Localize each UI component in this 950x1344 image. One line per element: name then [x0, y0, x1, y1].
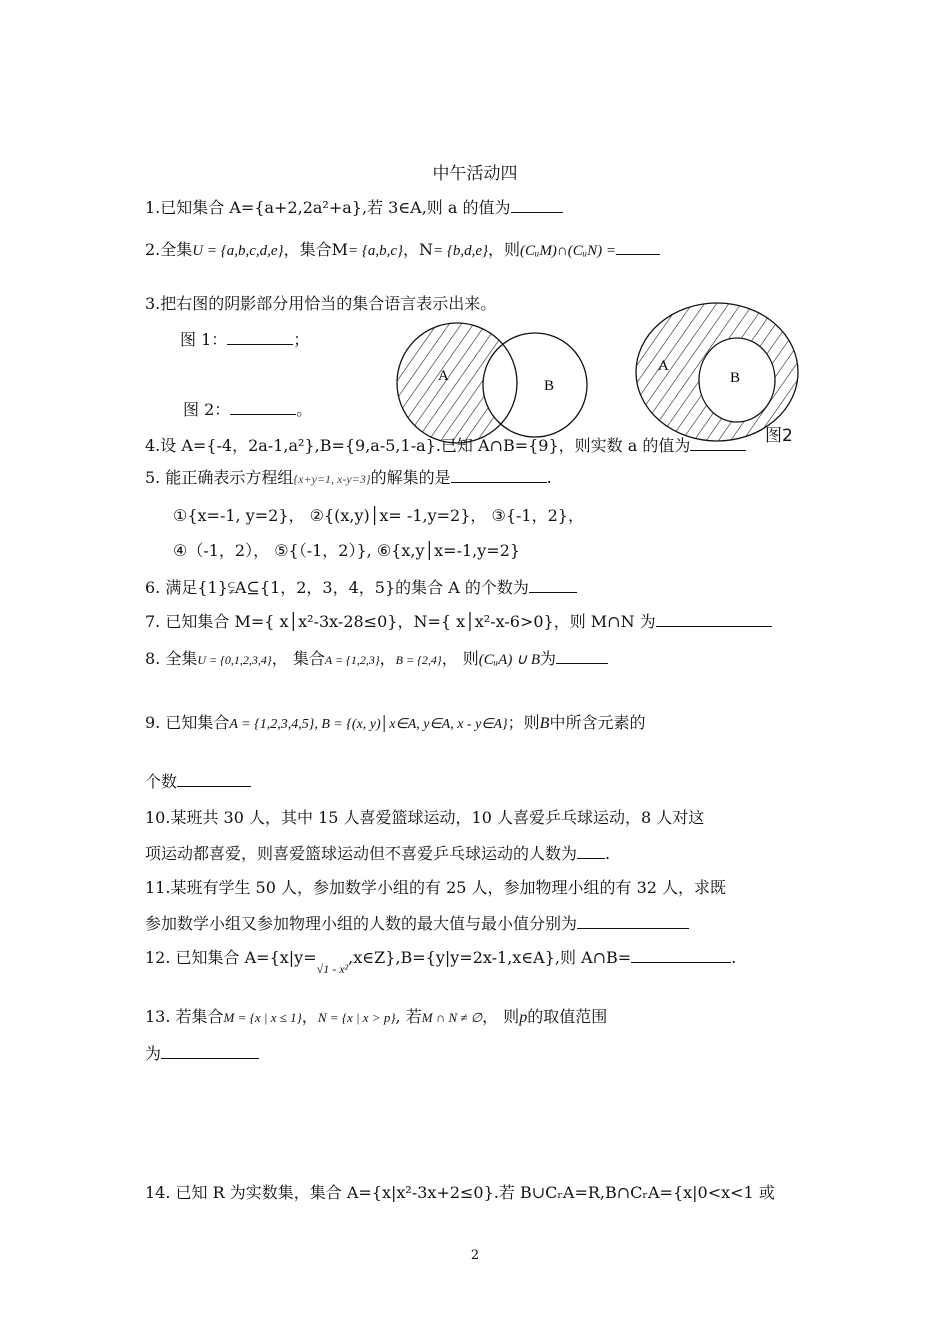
question-13-text: 为: [145, 1044, 162, 1063]
punctuation: ；: [293, 330, 310, 349]
question-13-continued: [145, 1042, 259, 1066]
question-9-text: 个数: [145, 772, 178, 791]
question-2-text: ，N: [402, 240, 433, 259]
question-13-prefix: 13. 若集合: [145, 1007, 224, 1026]
label-B: B: [730, 370, 741, 386]
label-A: A: [438, 368, 449, 384]
answer-blank: [556, 647, 608, 664]
answer-blank: [451, 466, 547, 483]
universal-set-U: U = {a,b,c,d,e}: [192, 243, 284, 259]
answer-blank: [177, 770, 251, 787]
figure-2-answer: [183, 398, 312, 422]
question-8-text: ，: [379, 649, 396, 668]
set-B: B = {2,4}: [395, 653, 442, 667]
question-5-text: 的解集的是: [370, 468, 451, 487]
question-12-text: ,x∈Z},B={y|y=2x-1,x∈A},则 A∩B=: [348, 948, 632, 967]
figure-1-answer: [180, 328, 309, 352]
universal-set-U: U = {0,1,2,3,4}: [197, 653, 272, 667]
venn-diagram-1: [392, 318, 592, 448]
question-12-prefix: 12. 已知集合 A={x|y=: [145, 948, 317, 967]
question-13-text: ，: [301, 1007, 318, 1026]
answer-blank: [577, 912, 689, 929]
question-9: [145, 711, 645, 737]
question-8: [145, 647, 608, 672]
question-5: [145, 466, 552, 491]
figure-2-label: 图 2：: [183, 400, 231, 419]
question-4: [145, 434, 746, 458]
question-13-text: ， 则: [482, 1007, 520, 1026]
answer-blank: [227, 328, 293, 345]
punctuation: .: [731, 948, 737, 967]
question-2: [145, 238, 660, 263]
question-5-options-row-1: ①{x=-1, y=2}， ②{(x,y)│x= -1,y=2}， ③{-1，2}，: [173, 506, 584, 525]
set-N: N = {x | x > p}: [317, 1010, 396, 1025]
question-13: [145, 1005, 607, 1030]
set-B: , B = {(x, y)│x∈A, y∈A, x - y∈A}: [314, 717, 508, 732]
set-M: = {a,b,c}: [347, 243, 403, 259]
answer-blank: [631, 946, 731, 963]
question-8-text: ， 集合: [271, 649, 325, 668]
question-11-line-1: 11.某班有学生 50 人，参加数学小组的有 25 人，参加物理小组的有 32 人，求既: [145, 878, 727, 897]
question-10-line-1: 10.某班共 30 人，其中 15 人喜爱篮球运动，10 人喜爱乒乓球运动，8 人对这: [145, 808, 705, 827]
question-2-text: ，则: [488, 240, 521, 259]
question-10-text: 项运动都喜爱，则喜爱篮球运动但不喜爱乒乓球运动的人数为: [145, 844, 578, 863]
answer-blank: [616, 242, 660, 255]
answer-blank: [529, 576, 577, 593]
figure-1-label: 图 1：: [180, 330, 228, 349]
set-A: A = {1,2,3}: [324, 653, 380, 667]
question-13-text: 的取值范围: [527, 1007, 608, 1026]
question-6: [145, 576, 577, 600]
question-13-text: , 若: [395, 1007, 422, 1026]
question-8-text: ， 则: [441, 649, 479, 668]
question-3: 3.把右图的阴影部分用恰当的集合语言表示出来。: [145, 294, 497, 313]
question-7-text: 7. 已知集合 M={ x│x²-3x-28≤0}，N={ x│x²-x-6>0}，则 M∩N 为: [145, 612, 656, 631]
question-9-text: ；则: [507, 713, 540, 732]
intersection-condition: M ∩ N ≠ ∅: [421, 1010, 483, 1025]
punctuation: .: [546, 468, 552, 487]
question-4-text: 4.设 A={-4，2a-1,a²},B={9,a-5,1-a}.已知 A∩B={9}，则实数 a 的值为: [145, 436, 691, 455]
answer-blank: [230, 398, 296, 415]
question-9-continued: [145, 770, 251, 794]
punctuation: .: [605, 844, 611, 863]
variable-B: B: [539, 715, 550, 732]
question-6-text: 6. 满足{1}⫋A⊆{1，2，3，4，5}的集合 A 的个数为: [145, 578, 529, 597]
question-12: [145, 946, 737, 976]
question-11-text: 参加数学小组又参加物理小组的人数的最大值与最小值分别为: [145, 914, 578, 933]
label-B: B: [544, 378, 555, 394]
answer-blank: [161, 1042, 259, 1059]
complement-expression: (CᵤM)∩(CᵤN) =: [520, 243, 617, 259]
answer-blank: [511, 196, 563, 213]
variable-p: p: [519, 1009, 528, 1026]
figure-2-caption: 图2: [765, 426, 793, 446]
question-10-line-2: [145, 842, 610, 866]
question-8-text: 为: [539, 649, 556, 668]
set-A: A = {1,2,3,4,5}: [229, 717, 315, 732]
question-8-prefix: 8. 全集: [145, 649, 198, 668]
question-7: [145, 610, 772, 634]
question-5-options-row-2: ④（-1，2）， ⑤{（-1，2）}, ⑥{x,y│x=-1,y=2}: [173, 541, 521, 560]
label-A: A: [658, 358, 669, 374]
question-9-text: 中所含元素的: [549, 713, 646, 732]
question-5-prefix: 5. 能正确表示方程组: [145, 468, 294, 487]
page-number: 2: [470, 1248, 480, 1263]
question-11-line-2: [145, 912, 689, 936]
answer-blank: [690, 434, 746, 451]
page-title: 中午活动四: [432, 164, 518, 184]
question-9-prefix: 9. 已知集合: [145, 713, 230, 732]
sqrt-expression: √1 - x²: [316, 962, 349, 976]
question-2-text: ，集合M: [283, 240, 348, 259]
answer-blank: [577, 842, 605, 859]
question-1: [145, 196, 563, 220]
punctuation: 。: [296, 400, 313, 419]
answer-blank: [656, 610, 772, 627]
set-M: M = {x | x ≤ 1}: [223, 1010, 302, 1025]
equation-system: {x+y=1, x-y=3}: [293, 472, 371, 486]
question-2-prefix: 2.全集: [145, 240, 193, 259]
set-N: = {b,d,e}: [433, 243, 489, 259]
union-expression: (CᵤA) ∪ B: [478, 652, 540, 668]
question-1-text: 1.已知集合 A={a+2,2a²+a},若 3∈A,则 a 的值为: [145, 198, 511, 217]
question-14: 14. 已知 R 为实数集，集合 A={x|x²-3x+2≤0}.若 B∪CᵣA=R,B∩CᵣA={x|0<x<1 或: [145, 1183, 775, 1202]
